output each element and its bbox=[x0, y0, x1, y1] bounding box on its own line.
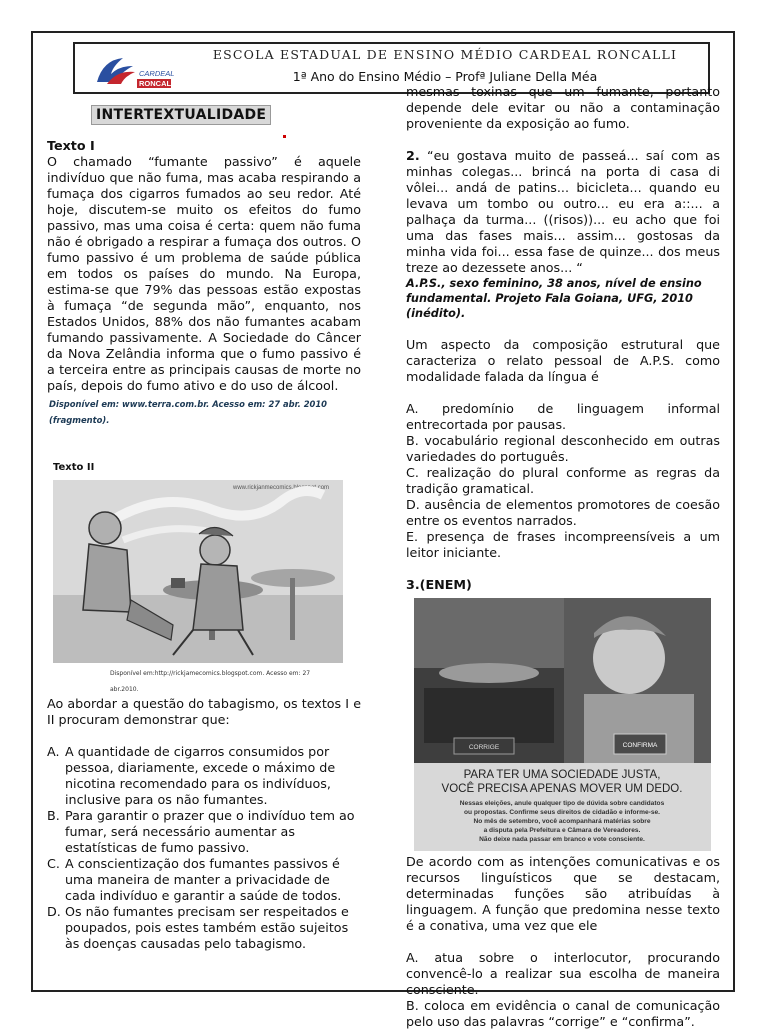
poster-small-1: Nessas eleições, anule qualquer tipo de dúvida sobre candidatos bbox=[459, 800, 665, 807]
poster-small-3: No mês de setembro, você acompanhará matérias sobre bbox=[473, 818, 651, 825]
left-column bbox=[47, 105, 361, 952]
q1-option-b[interactable]: B. Para garantir o prazer que o indivíduo tem ao fumar, será necessário aumentar as estatísticas de fumo passivo. bbox=[47, 808, 355, 855]
q2-option-e[interactable]: E. presença de frases incompreensíveis a um leitor iniciante. bbox=[406, 529, 720, 560]
q1-option-a[interactable]: A. A quantidade de cigarros consumidos por pessoa, diariamente, excede o máximo de nicotina recomendado para os indivíduos, inclusive para os não fumantes. bbox=[47, 744, 336, 807]
q3-heading: 3.(ENEM) bbox=[406, 577, 472, 592]
election-poster bbox=[414, 598, 711, 851]
poster-small-5: Não deixe nada passar em branco e vote consciente. bbox=[479, 836, 645, 843]
q2-option-a[interactable]: A. predomínio de linguagem informal entrecortada por pausas. bbox=[406, 401, 720, 432]
q1-options bbox=[47, 744, 361, 952]
poster-headline-2: VOCÊ PRECISA APENAS MOVER UM DEDO. bbox=[441, 783, 683, 795]
overflow-text: mesmas toxinas que um fumante, portanto depende dele evitar ou não a contaminação proveniente da exposição ao fumo. bbox=[406, 84, 720, 131]
q2-question: Um aspecto da composição estrutural que caracteriza o relato pessoal de A.P.S. como modalidade falada da língua é bbox=[406, 337, 720, 384]
school-name: ESCOLA ESTADUAL DE ENSINO MÉDIO CARDEAL RONCALLI bbox=[212, 47, 678, 62]
q1-question: Ao abordar a questão do tabagismo, os textos I e II procuram demonstrar que: bbox=[47, 696, 361, 727]
text2-label: Texto II bbox=[53, 462, 95, 473]
poster-small-4: a disputa pela Prefeitura e Câmara de Vereadores. bbox=[483, 827, 641, 834]
q2-option-d[interactable]: D. ausência de elementos promotores de coesão entre os eventos narrados. bbox=[406, 497, 720, 528]
text1-source: Disponível em: www.terra.com.br. Acesso em: 27 abr. 2010 (fragmento). bbox=[49, 399, 328, 425]
text1-body: O chamado “fumante passivo” é aquele indivíduo que não fuma, mas acaba respirando a fumaça dos cigarros fumados ao seu redor. Até hoje, discutem-se muito os efeitos do fumo passivo, mas uma coisa é certa: quem não fuma não é obrigado a respirar a fumaça dos outros. O fumo passivo é um problema de saúde pública em todos os países do mundo. Na Europa, estima-se que 79% das pessoas estão expostas à fumaça “de segunda mão”, enquanto, nos Estados Unidos, 88% dos não fumantes acabam fumando passivamente. A Sociedade do Câncer da Nova Zelândia informa que o fumo passivo é a terceira entre as principais causas de morte no país, depois do fumo ativo e do uso de álcool. bbox=[47, 154, 361, 393]
q3-option-b[interactable]: B. coloca em evidência o canal de comunicação pelo uso das palavras “corrige” e “confirma”. bbox=[406, 998, 720, 1029]
q1-option-c[interactable]: C. A conscientização dos fumantes passivos é uma maneira de manter a privacidade de cada indivíduo e garantir a saúde de todos. bbox=[47, 856, 342, 903]
right-column bbox=[406, 84, 720, 1030]
cartoon-figure bbox=[50, 460, 340, 693]
logo-text-top: CARDEAL bbox=[139, 69, 175, 78]
text1-heading: Texto I bbox=[47, 138, 95, 153]
corrige-key-label: CORRIGE bbox=[468, 744, 500, 751]
cartoon-source: Disponível em:http://rickjamecomics.blogspot.com. Acesso em: 27 abr.2010. bbox=[110, 670, 311, 693]
poster-small-2: ou propostas. Confirme seus direitos de cidadão e informe-se. bbox=[463, 809, 661, 816]
cartoon-watermark: www.rickjanmecomics.blogspot.com bbox=[233, 485, 330, 491]
class-line: 1ª Ano do Ensino Médio – Profª Juliane Della Méa bbox=[292, 69, 598, 84]
q1-option-d[interactable]: D. Os não fumantes precisam ser respeitados e poupados, pois estes também estão sujeitos às doenças causadas pelo tabagismo. bbox=[47, 904, 349, 951]
confirma-key-label: CONFIRMA bbox=[622, 742, 658, 749]
q2-option-b[interactable]: B. vocabulário regional desconhecido em outras variedades do português. bbox=[406, 433, 720, 464]
q2-source: A.P.S., sexo feminino, 38 anos, nível de ensino fundamental. Projeto Fala Goiana, UFG, 2010 (inédito). bbox=[406, 277, 702, 320]
smoking-cartoon-illustration bbox=[53, 480, 343, 663]
page-title: INTERTEXTUALIDADE bbox=[91, 105, 271, 125]
logo-text-bottom: RONCALLI bbox=[139, 79, 178, 88]
poster-headline-1: PARA TER UMA SOCIEDADE JUSTA, bbox=[463, 769, 661, 781]
q2-option-c[interactable]: C. realização do plural conforme as regras da tradição gramatical. bbox=[406, 465, 720, 496]
q3-question: De acordo com as intenções comunicativas e os recursos linguísticos que se destacam, determinadas funções são atribuídas à linguagem. A função que predomina nesse texto é a conativa, uma vez que ele bbox=[406, 854, 720, 933]
q2-quote-block: 2. “eu gostava muito de passeá... saí com as minhas colegas... brincá na porta di casa di vôlei... andá de patins... bicicleta... quando eu levava um tombo ou outro... eu era a::... a palhaça da turma... ((risos))... eu acho que foi uma das fases mais... assim... gostosas da minha vida foi... essa fase de quinze... dos meus treze ao dezessete anos... “ bbox=[406, 148, 720, 275]
poster-photo-illustration bbox=[414, 598, 711, 851]
school-logo-icon bbox=[93, 52, 178, 90]
q3-option-a[interactable]: A. atua sobre o interlocutor, procurando convencê-lo a realizar sua escolha de maneira consciente. bbox=[406, 950, 720, 997]
